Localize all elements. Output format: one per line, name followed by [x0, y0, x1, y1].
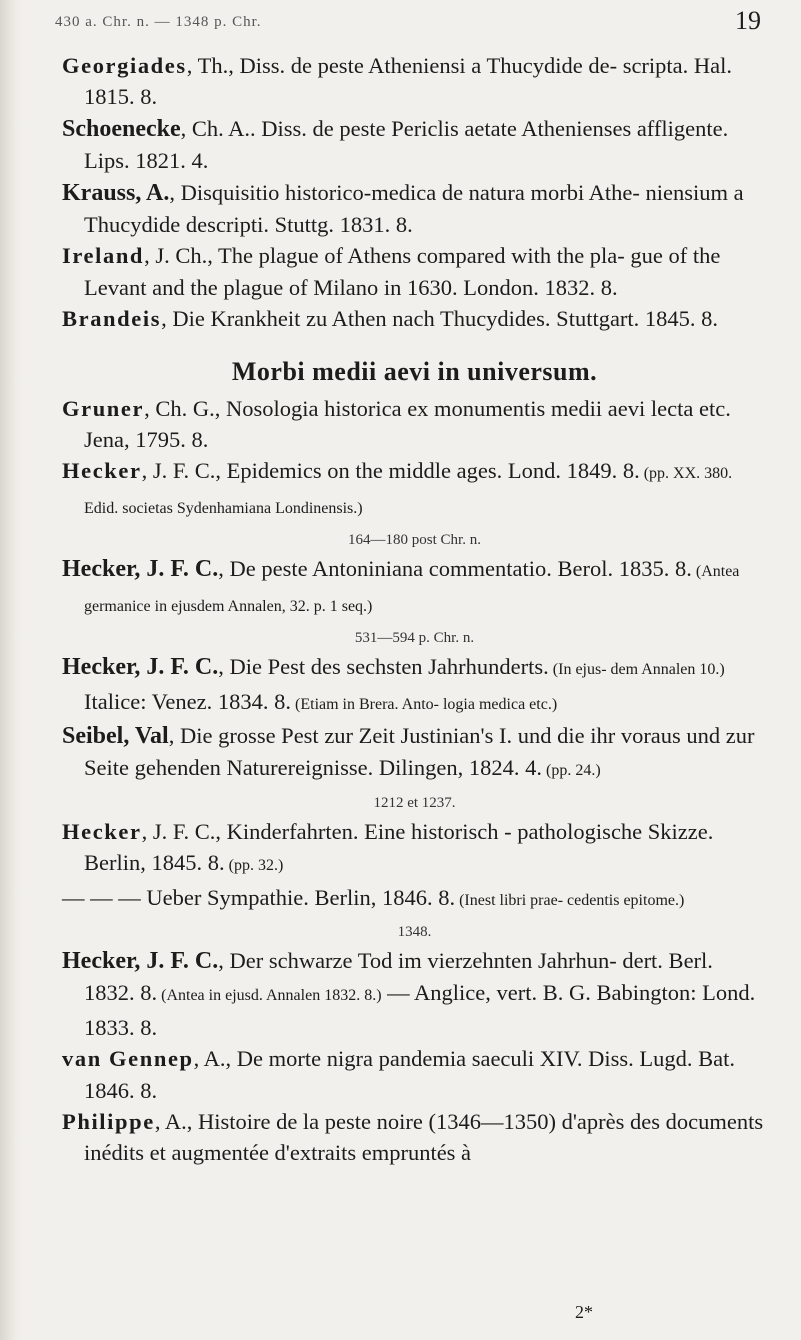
bib-entry [62, 393, 767, 456]
entry-text: , De peste Antoniniana commentatio. Berol. 1835. 8. [218, 556, 692, 582]
entry-author: Hecker, J. F. C. [62, 654, 219, 681]
entry-author: van Gennep [62, 1046, 194, 1072]
entry-author: Krauss, A. [62, 179, 170, 206]
entry-author: Hecker, J. F. C. [62, 556, 219, 583]
entry-note: (pp. 24.) [542, 762, 601, 780]
entry-note: (pp. 32.) [224, 857, 284, 875]
bib-entry [62, 50, 767, 113]
entry-text: , Der schwarze Tod im vierzehnten Jahrhun- dert. Berl. 1832. 8. [84, 947, 713, 1006]
signature-mark: 2* [575, 1302, 593, 1322]
bib-entry [62, 1043, 767, 1106]
bib-entry [62, 113, 767, 177]
entry-text: , J. F. C., Kinderfahrten. Eine historisch - pathologische Skizze. Berlin, 1845. 8. [84, 818, 714, 876]
entry-author: Ireland [62, 243, 145, 269]
entry-author: Schoenecke [62, 115, 181, 142]
bib-entry [62, 882, 767, 916]
bib-entry [62, 720, 767, 787]
entry-text: , Die Pest des sechsten Jahrhunderts. [218, 654, 549, 680]
entry-note: (Inest libri prae- cedentis epitome.) [455, 891, 685, 909]
entry-text: , A., De morte nigra pandemia saeculi XIV. Diss. Lugd. Bat. 1846. 8. [84, 1046, 736, 1103]
header-date-range: 430 a. Chr. n. — 1348 p. Chr. [55, 14, 262, 30]
entry-author: Gruner [62, 395, 145, 421]
entry-author: Georgiades [62, 53, 187, 78]
entry-text: , Die Krankheit zu Athen nach Thucydides. Stuttgart. 1845. 8. [161, 306, 719, 332]
entry-author: Hecker [62, 818, 142, 844]
section-heading: Morbi medii aevi in universum. [231, 356, 598, 386]
bib-entry [62, 240, 767, 303]
entry-author: Philippe [62, 1108, 155, 1134]
date-range-label: 531—594 p. Chr. n. [354, 630, 475, 647]
entry-text: , Ch. A.. Diss. de peste Periclis aetate Athenienses affligente. Lips. 1821. 4. [84, 115, 729, 174]
entry-text-cont: Italice: Venez. 1834. 8. [84, 688, 292, 714]
entry-author: Brandeis [62, 306, 162, 332]
entry-note: (Antea in ejusd. Annalen 1832. 8.) [157, 987, 382, 1005]
entry-note: (In ejus- dem Annalen 10.) [548, 661, 725, 679]
bib-entry [62, 1106, 767, 1169]
entry-note: (Antea germanice in ejusdem Annalen, 32. p. 1 seq.) [84, 563, 740, 615]
entry-text: , Die grosse Pest zur Zeit Justinian's I. und die ihr voraus und zur Seite gehenden Naturereignisse. Dilingen, 1824. 4. [84, 722, 755, 781]
bib-entry [62, 177, 767, 241]
page-number: 19 [735, 6, 761, 35]
page-gutter-shadow [0, 0, 22, 1340]
entry-author: Hecker, J. F. C. [62, 947, 219, 974]
entry-text: , J. Ch., The plague of Athens compared with the pla- gue of the Levant and the plague of Milano in 1630. London. 1832. 8. [84, 243, 721, 300]
entry-author: Hecker [62, 458, 142, 484]
entry-text: , Th., Diss. de peste Atheniensi a Thucydide de- scripta. Hal. 1815. 8. [84, 53, 733, 110]
entry-author: Seibel, Val [62, 722, 169, 749]
bibliography [62, 50, 767, 1169]
entry-text: , Ch. G., Nosologia historica ex monumentis medii aevi lecta etc. Jena, 1795. 8. [84, 395, 731, 453]
entry-note: (Etiam in Brera. Anto- logia medica etc.) [291, 695, 558, 713]
entry-author-ditto: — — — [62, 884, 141, 910]
bib-entry [62, 651, 767, 720]
entry-text: Ueber Sympathie. Berlin, 1846. 8. [140, 884, 456, 910]
entry-text: , A., Histoire de la peste noire (1346—1350) d'après des documents inédits et augmentée d'extraits empruntés à [84, 1108, 764, 1166]
bib-entry [62, 553, 767, 622]
entry-text-cont: — Anglice, vert. B. G. Babington: Lond. 1833. 8. [84, 980, 756, 1040]
bib-entry [62, 816, 767, 882]
running-header [55, 6, 761, 46]
entry-note: (pp. XX. 380. Edid. societas Sydenhamiana Londinensis.) [84, 465, 733, 517]
entry-text: , J. F. C., Epidemics on the middle ages. Lond. 1849. 8. [141, 458, 640, 484]
bib-entry [62, 455, 767, 524]
date-range-label: 164—180 post Chr. n. [348, 532, 481, 549]
date-range-label: 1348. [397, 923, 432, 940]
bib-entry [62, 945, 767, 1043]
date-range-label: 1212 et 1237. [373, 794, 456, 811]
bib-entry [62, 303, 767, 334]
entry-text: , Disquisitio historico-medica de natura morbi Athe- niensium a Thucydide descripti. Stuttg. 1831. 8. [84, 179, 744, 238]
